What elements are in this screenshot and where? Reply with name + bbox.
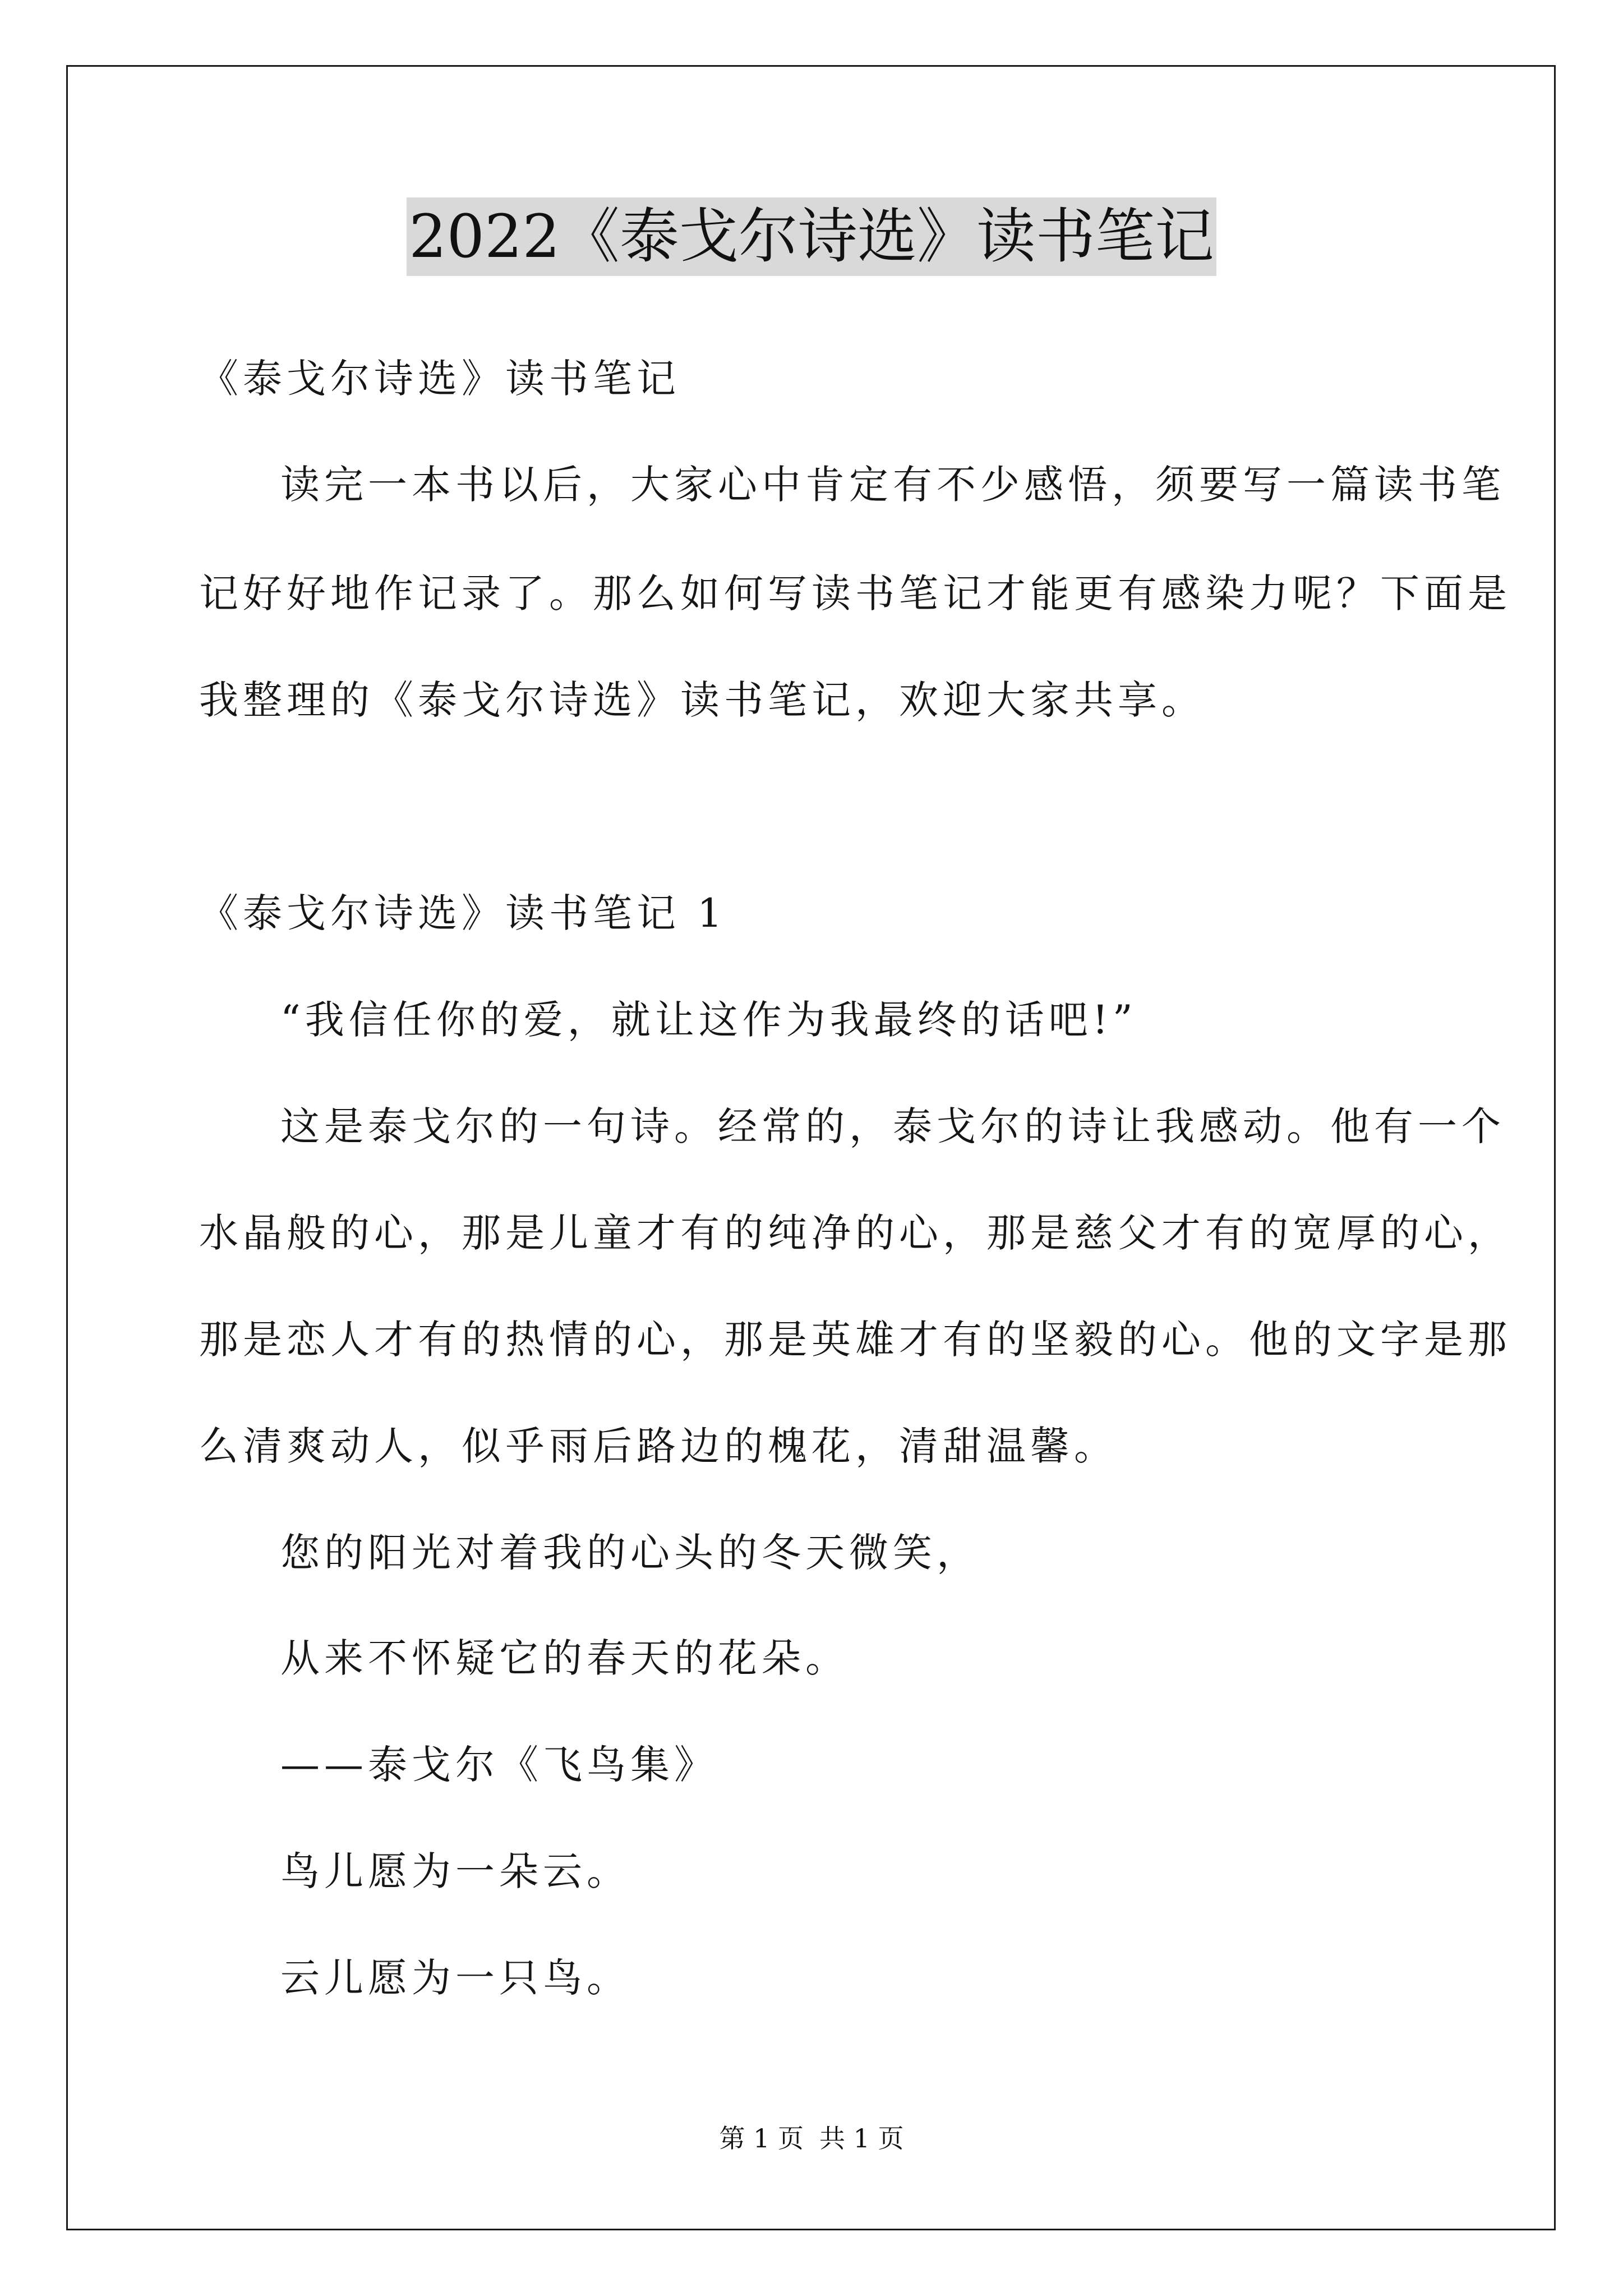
section-heading: 《泰戈尔诗选》读书笔记 1 bbox=[199, 890, 727, 936]
page-number: 第 1 页 bbox=[719, 2123, 804, 2154]
poem-line-1: 您的阳光对着我的心头的冬天微笑， bbox=[280, 1530, 980, 1576]
body-line-1: 这是泰戈尔的一句诗。经常的，泰戈尔的诗让我感动。他有一个 bbox=[280, 1103, 1505, 1149]
subtitle: 《泰戈尔诗选》读书笔记 bbox=[199, 356, 680, 402]
intro-line-1: 读完一本书以后，大家心中肯定有不少感悟，须要写一篇读书笔 bbox=[280, 462, 1505, 508]
poem-line-4: 云儿愿为一只鸟。 bbox=[280, 1955, 630, 2001]
title-container bbox=[0, 197, 1623, 276]
body-line-4: 么清爽动人，似乎雨后路边的槐花，清甜温馨。 bbox=[199, 1423, 1118, 1469]
quote-line: “我信任你的爱，就让这作为我最终的话吧!” bbox=[280, 997, 1137, 1043]
poem-line-3: 鸟儿愿为一朵云。 bbox=[280, 1848, 630, 1894]
page-total: 共 1 页 bbox=[819, 2123, 904, 2154]
poem-attribution: ——泰戈尔《飞鸟集》 bbox=[280, 1742, 718, 1788]
intro-line-3: 我整理的《泰戈尔诗选》读书笔记，欢迎大家共享。 bbox=[199, 677, 1205, 723]
document-title: 2022《泰戈尔诗选》读书笔记 bbox=[407, 197, 1216, 276]
body-line-3: 那是恋人才有的热情的心，那是英雄才有的坚毅的心。他的文字是那 bbox=[199, 1317, 1511, 1363]
body-line-2: 水晶般的心，那是儿童才有的纯净的心，那是慈父才有的宽厚的心， bbox=[199, 1210, 1511, 1256]
page-footer bbox=[0, 2122, 1623, 2155]
poem-line-2: 从来不怀疑它的春天的花朵。 bbox=[280, 1635, 849, 1681]
intro-line-2: 记好好地作记录了。那么如何写读书笔记才能更有感染力呢？下面是 bbox=[199, 570, 1511, 616]
